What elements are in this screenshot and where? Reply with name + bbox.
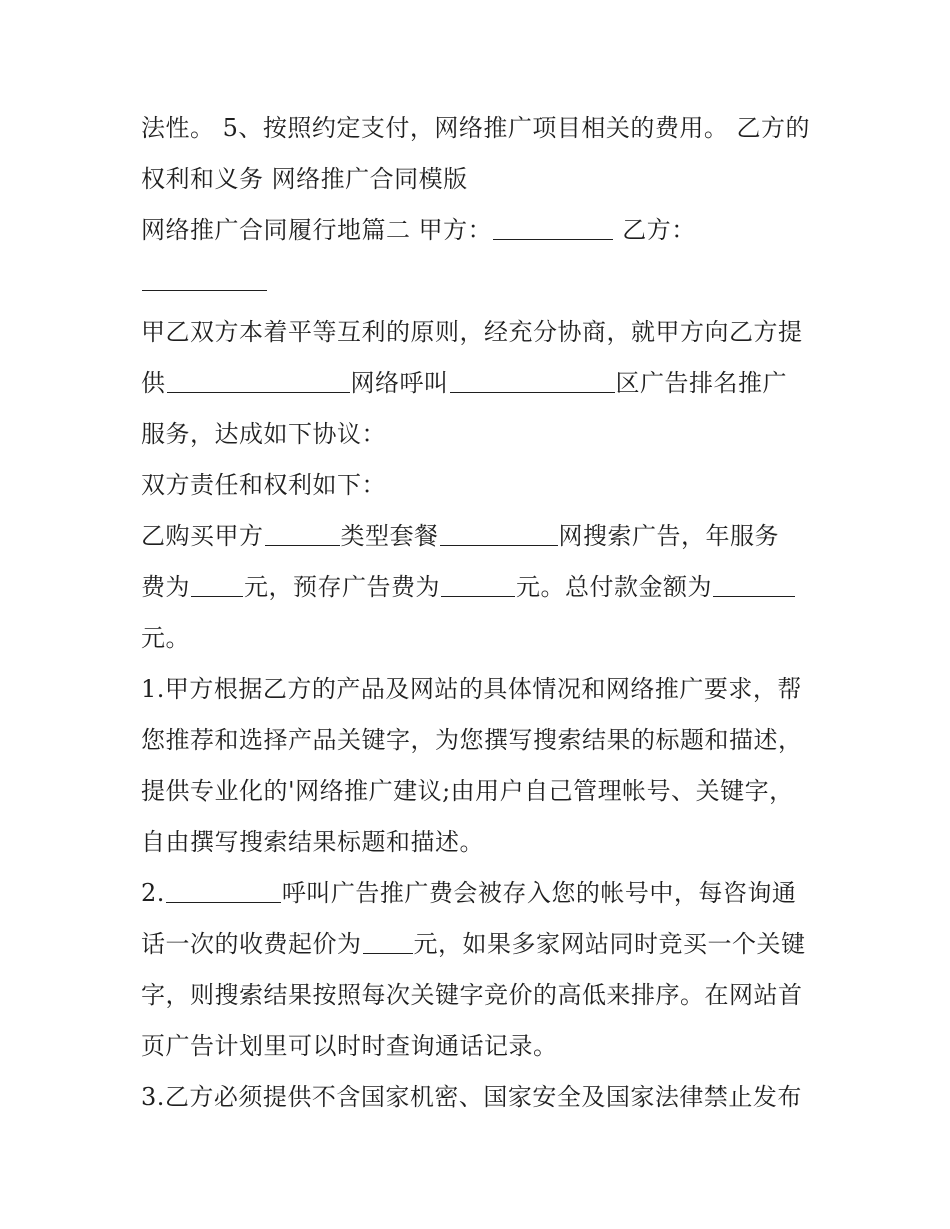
paragraph-line (141, 205, 821, 256)
text-segment: 双方责任和权利如下： (141, 471, 386, 499)
paragraph-line (141, 511, 821, 562)
text-segment: 话一次的收费起价为 (141, 930, 362, 958)
text-segment: 字，则搜索结果按照每次关键字竞价的高低来排序。在网站首 (141, 981, 803, 1009)
text-segment: 您推荐和选择产品关键字，为您撰写搜索结果的标题和描述， (141, 726, 803, 754)
text-segment: 法性。 5、按照约定支付，网络推广项目相关的费用。 乙方的 (141, 114, 811, 142)
text-segment: 2. (141, 879, 165, 907)
paragraph-line (141, 409, 821, 460)
paragraph-line (141, 1072, 821, 1123)
text-segment: 提供专业化的'网络推广建议;由用户自己管理帐号、关键字， (141, 777, 794, 805)
text-segment: 元。总付款金额为 (516, 573, 712, 601)
fill-in-blank (493, 221, 613, 240)
paragraph-line (141, 715, 821, 766)
paragraph-line (141, 256, 821, 307)
fill-in-blank (713, 578, 795, 597)
text-segment: 供 (141, 369, 166, 397)
fill-in-blank (450, 374, 615, 393)
fill-in-blank (142, 272, 267, 291)
paragraph-line (141, 664, 821, 715)
paragraph-line (141, 817, 821, 868)
paragraph-line (141, 460, 821, 511)
paragraph-line (141, 1021, 821, 1072)
paragraph-line (141, 868, 821, 919)
paragraph-line (141, 613, 821, 664)
text-segment: 区广告排名推广 (615, 369, 787, 397)
text-segment: 呼叫广告推广费会被存入您的帐号中，每咨询通 (281, 879, 797, 907)
text-segment: 服务，达成如下协议： (141, 420, 386, 448)
paragraph-line (141, 970, 821, 1021)
paragraph-line (141, 154, 821, 205)
paragraph-line (141, 562, 821, 613)
paragraph-line (141, 919, 821, 970)
text-segment: 类型套餐 (340, 522, 439, 550)
text-segment: 3.乙方必须提供不含国家机密、国家安全及国家法律禁止发布 (141, 1083, 802, 1111)
fill-in-blank (167, 374, 350, 393)
text-segment: 元。 (141, 624, 190, 652)
fill-in-blank (265, 527, 340, 546)
text-segment: 甲乙双方本着平等互利的原则，经充分协商，就甲方向乙方提 (141, 318, 803, 346)
fill-in-blank (441, 578, 515, 597)
fill-in-blank (440, 527, 558, 546)
text-segment: 元，如果多家网站同时竞买一个关键 (413, 930, 806, 958)
paragraph-line (141, 307, 821, 358)
text-segment: 权利和义务 网络推广合同模版 (141, 165, 468, 193)
text-segment: 费为 (141, 573, 190, 601)
paragraph-line (141, 766, 821, 817)
paragraph-line (141, 358, 821, 409)
fill-in-blank (363, 935, 413, 954)
fill-in-blank (166, 884, 281, 903)
text-segment: 自由撰写搜索结果标题和描述。 (141, 828, 484, 856)
text-segment: 1.甲方根据乙方的产品及网站的具体情况和网络推广要求，帮 (141, 675, 802, 703)
text-segment: 元，预存广告费为 (244, 573, 440, 601)
text-segment: 网络推广合同履行地篇二 甲方： (141, 216, 493, 244)
text-segment: 页广告计划里可以时时查询通话记录。 (141, 1032, 558, 1060)
contract-text (141, 103, 821, 1123)
text-segment: 网络呼叫 (350, 369, 449, 397)
text-segment: 乙购买甲方 (141, 522, 264, 550)
paragraph-line (141, 103, 821, 154)
fill-in-blank (191, 578, 243, 597)
text-segment: 网搜索广告，年服务 (558, 522, 779, 550)
text-segment: 乙方： (614, 216, 696, 244)
